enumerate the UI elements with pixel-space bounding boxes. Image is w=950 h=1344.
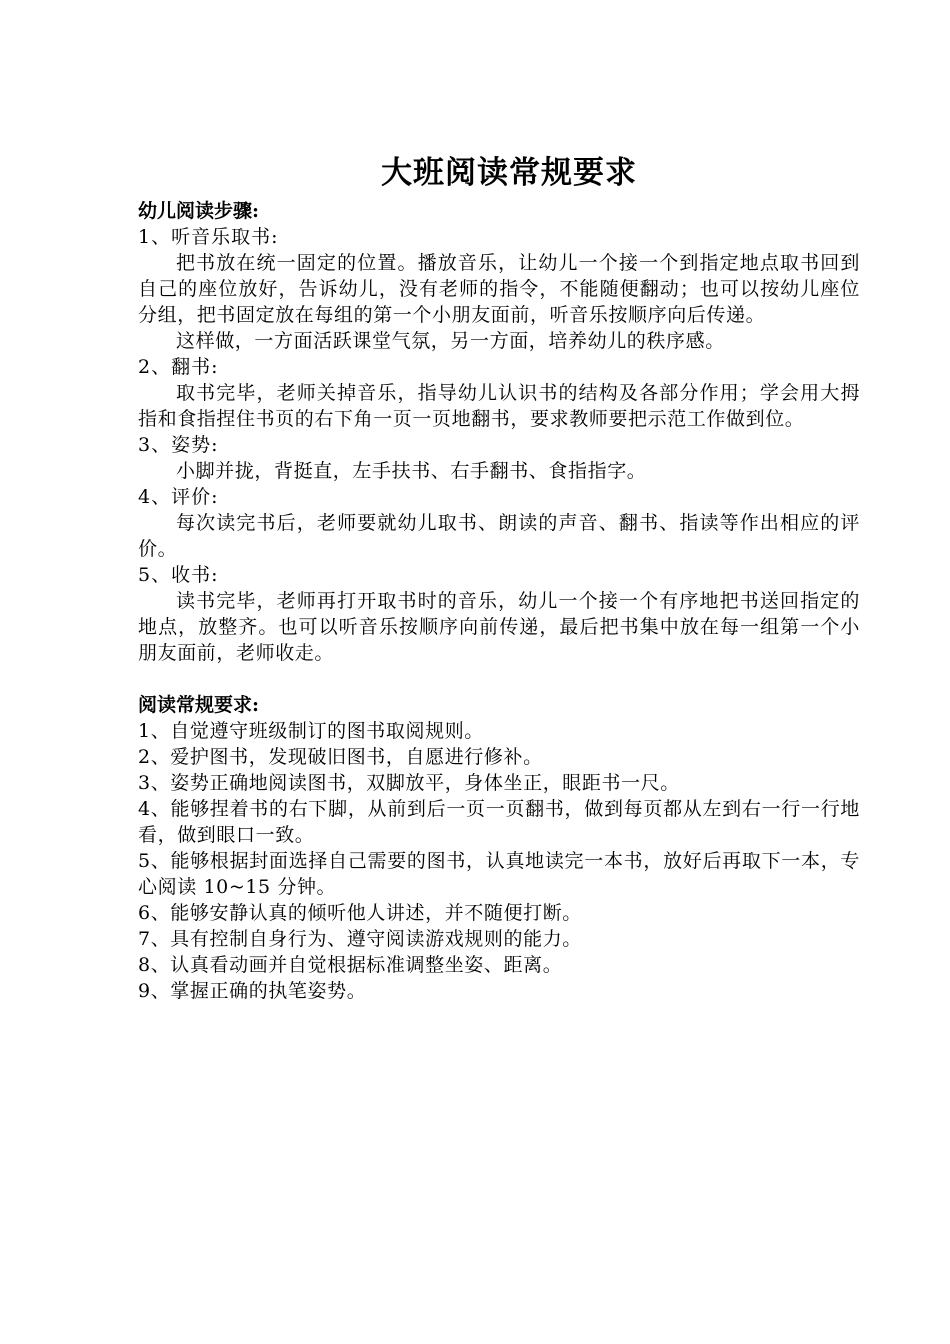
step-label: 4、评价: [138,486,219,508]
document-title: 大班阅读常规要求 [381,155,637,191]
step-label: 5、收书: [138,564,219,586]
requirement-item: 5、能够根据封面选择自己需要的图书，认真地读完一本书，放好后再取下一本，专心阅读 10~15 分钟。 [138,850,860,898]
step-label: 3、姿势: [138,434,219,456]
document-page [138,148,860,1004]
requirements-heading: 阅读常规要求: [138,694,260,716]
requirement-item: 7、具有控制自身行为、遵守阅读游戏规则的能力。 [138,928,582,950]
requirement-item: 8、认真看动画并自觉根据标准调整坐姿、距离。 [138,954,563,976]
step-item-2 [138,354,860,432]
requirement-item: 9、掌握正确的执笔姿势。 [138,980,367,1002]
step-paragraph: 每次读完书后，老师要就幼儿取书、朗读的声音、翻书、指读等作出相应的评价。 [138,512,860,560]
section-spacer [138,666,860,692]
requirement-item: 6、能够安静认真的倾听他人讲述，并不随便打断。 [138,902,582,924]
steps-heading: 幼儿阅读步骤: [138,200,260,222]
step-paragraph: 读书完毕，老师再打开取书时的音乐，幼儿一个接一个有序地把书送回指定的地点，放整齐。也可以听音乐按顺序向前传递，最后把书集中放在每一组第一个小朋友面前，老师收走。 [138,590,860,664]
step-label: 2、翻书: [138,356,219,378]
step-paragraph: 这样做，一方面活跃课堂气氛，另一方面，培养幼儿的秩序感。 [176,330,725,352]
requirement-item: 2、爱护图书，发现破旧图书，自愿进行修补。 [138,746,543,768]
step-item-5 [138,562,860,666]
step-item-1 [138,224,860,354]
step-paragraph: 小脚并拢，背挺直，左手扶书、右手翻书、食指指字。 [176,460,647,482]
step-paragraph: 取书完毕，老师关掉音乐，指导幼儿认识书的结构及各部分作用；学会用大拇指和食指捏住书页的右下角一页一页地翻书，要求教师要把示范工作做到位。 [138,382,860,430]
step-label: 1、听音乐取书: [138,226,279,248]
requirement-item: 3、姿势正确地阅读图书，双脚放平，身体坐正，眼距书一尺。 [138,772,680,794]
requirement-item: 1、自觉遵守班级制订的图书取阅规则。 [138,720,484,742]
step-item-4 [138,484,860,562]
requirements-list [138,718,860,1004]
requirement-item: 4、能够捏着书的右下脚，从前到后一页一页翻书，做到每页都从左到右一行一行地看，做到眼口一致。 [138,798,860,846]
step-paragraph: 把书放在统一固定的位置。播放音乐，让幼儿一个接一个到指定地点取书回到自己的座位放好，告诉幼儿，没有老师的指令，不能随便翻动；也可以按幼儿座位分组，把书固定放在每组的第一个小朋友面前，听音乐按顺序向后传递。 [138,252,860,326]
step-item-3 [138,432,860,484]
